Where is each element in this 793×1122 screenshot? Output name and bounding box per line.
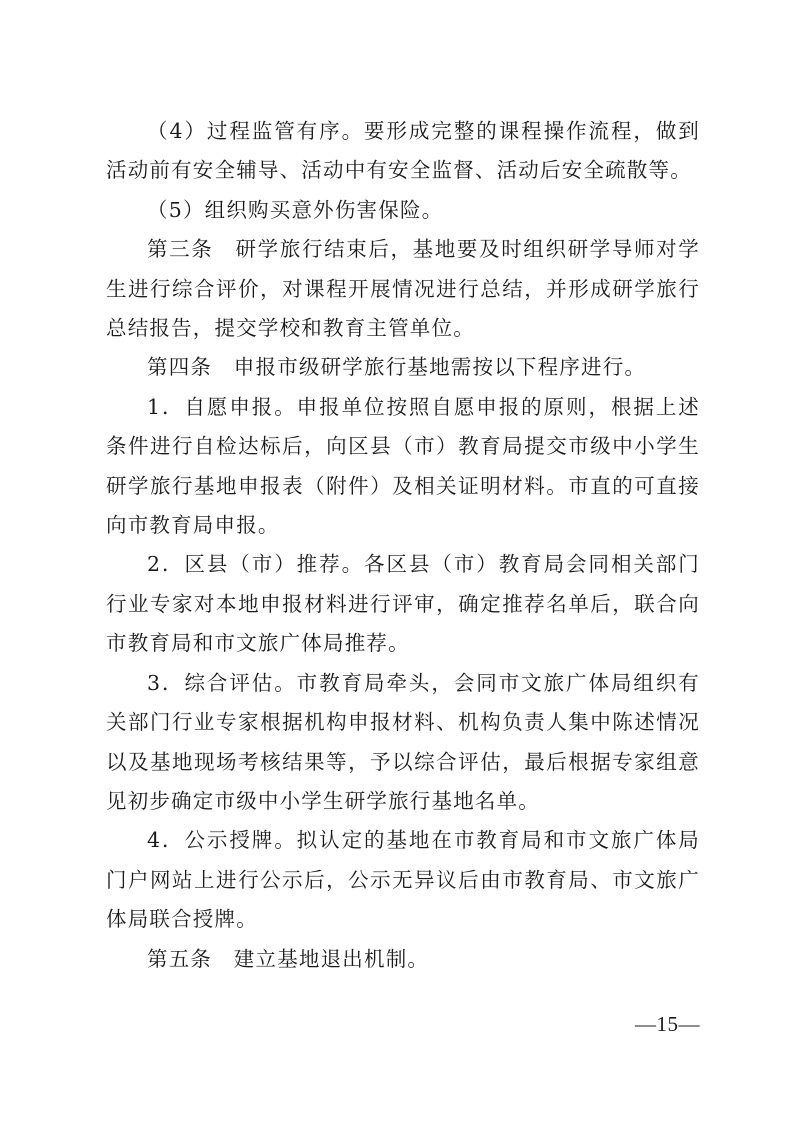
- paragraph-step-4-public-notice: 4．公示授牌。拟认定的基地在市教育局和市文旅广体局门户网站上进行公示后，公示无异议后由市教育局、市文旅广体局联合授牌。: [106, 828, 700, 932]
- paragraph-step-1-voluntary-application: 1．自愿申报。申报单位按照自愿申报的原则，根据上述条件进行自检达标后，向区县（市）教育局提交市级中小学生研学旅行基地申报表（附件）及相关证明材料。市直的可直接向市教育局申报。: [106, 394, 700, 538]
- paragraph-step-2-district-recommendation: 2．区县（市）推荐。各区县（市）教育局会同相关部门行业专家对本地申报材料进行评审，确定推荐名单后，联合向市教育局和市文旅广体局推荐。: [106, 552, 700, 656]
- paragraph-article-4: 第四条 申报市级研学旅行基地需按以下程序进行。: [147, 355, 647, 380]
- paragraph-article-5: 第五条 建立基地退出机制。: [147, 946, 430, 971]
- paragraph-article-3: 第三条 研学旅行结束后，基地要及时组织研学导师对学生进行综合评价，对课程开展情况进行总结，并形成研学旅行总结报告，提交学校和教育主管单位。: [106, 237, 700, 341]
- paragraph-item-5-insurance: （5）组织购买意外伤害保险。: [147, 197, 444, 222]
- document-body: [106, 112, 700, 979]
- page-number: —15—: [635, 1012, 700, 1036]
- paragraph-step-3-comprehensive-evaluation: 3．综合评估。市教育局牵头，会同市文旅广体局组织有关部门行业专家根据机构申报材料、机构负责人集中陈述情况以及基地现场考核结果等，予以综合评估，最后根据专家组意见初步确定市级中小学生研学旅行基地名单。: [106, 670, 700, 813]
- paragraph-item-4-process-supervision: （4）过程监管有序。要形成完整的课程操作流程，做到活动前有安全辅导、活动中有安全监督、活动后安全疏散等。: [106, 119, 700, 183]
